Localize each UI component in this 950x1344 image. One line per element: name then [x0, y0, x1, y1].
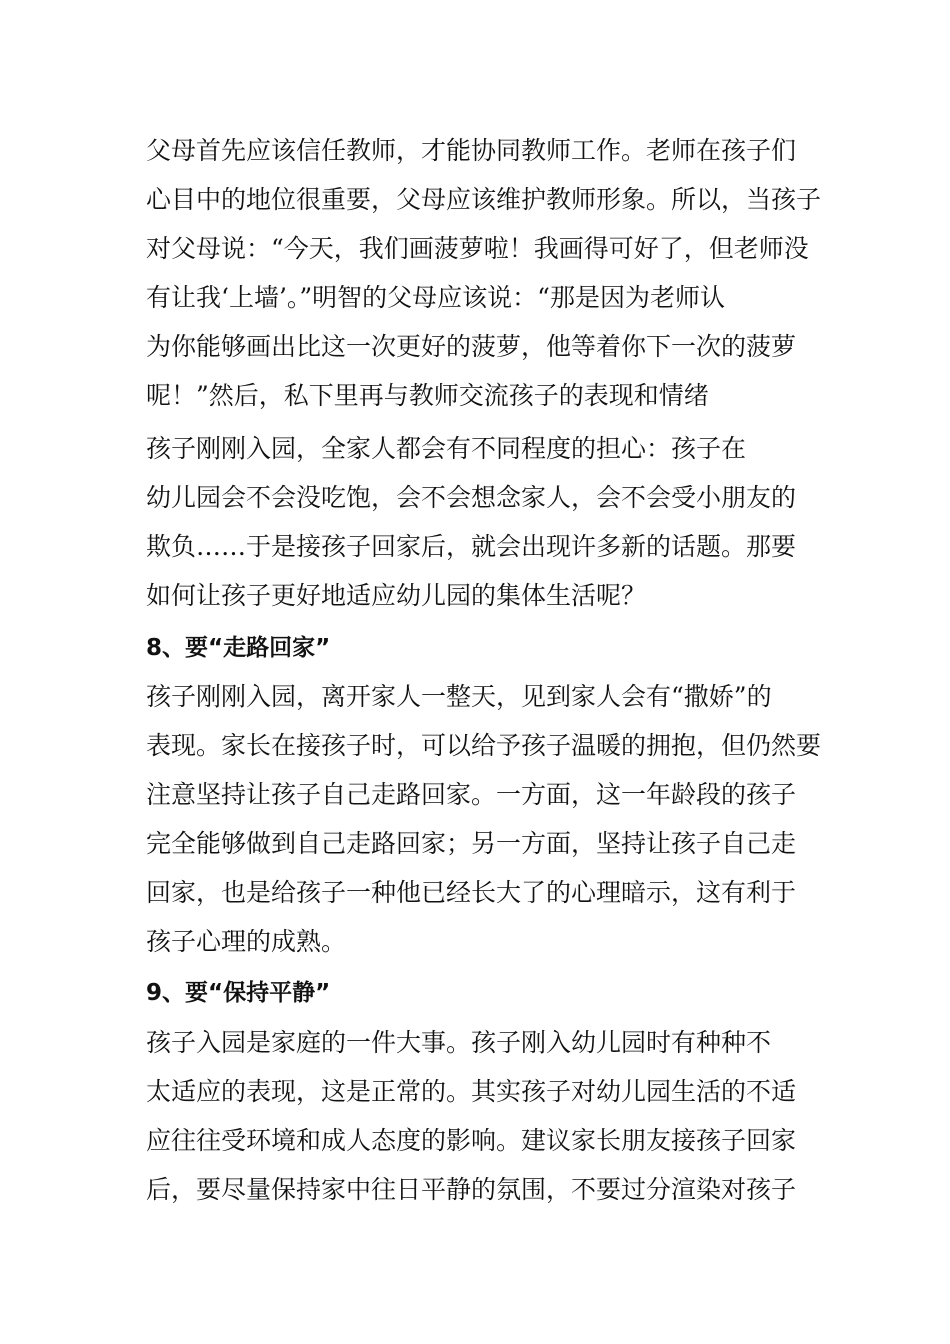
- text-line: 孩子入园是家庭的一件大事。孩子刚入幼儿园时有种种不: [146, 1028, 772, 1057]
- text-line: 呢！”然后，私下里再与教师交流孩子的表现和情绪: [146, 381, 709, 410]
- text-line: 注意坚持让孩子自己走路回家。一方面，这一年龄段的孩子: [146, 780, 797, 809]
- text-line: 心目中的地位很重要，父母应该维护教师形象。所以，当孩子: [146, 185, 822, 214]
- text-line: 表现。家长在接孩子时，可以给予孩子温暖的拥抱，但仍然要: [146, 731, 822, 760]
- text-line: 回家，也是给孩子一种他已经长大了的心理暗示，这有利于: [146, 878, 797, 907]
- text-line: 孩子心理的成熟。: [146, 927, 347, 956]
- text-line: 后，要尽量保持家中往日平静的氛围，不要过分渲染对孩子: [146, 1175, 797, 1204]
- text-line: 幼儿园会不会没吃饱，会不会想念家人，会不会受小朋友的: [146, 483, 797, 512]
- text-line: 孩子刚刚入园，离开家人一整天，见到家人会有“撒娇”的: [146, 682, 772, 711]
- text-line: 对父母说：“今天，我们画菠萝啦！我画得可好了，但老师没: [146, 234, 809, 263]
- text-line: 完全能够做到自己走路回家；另一方面，坚持让孩子自己走: [146, 829, 797, 858]
- text-line: 父母首先应该信任教师，才能协同教师工作。老师在孩子们: [146, 136, 797, 165]
- text-line: 欺负……于是接孩子回家后，就会出现许多新的话题。那要: [146, 532, 797, 561]
- text-line: 应往往受环境和成人态度的影响。建议家长朋友接孩子回家: [146, 1126, 797, 1155]
- section-heading-8: 8、要“走路回家”: [146, 635, 331, 661]
- text-line: 如何让孩子更好地适应幼儿园的集体生活呢？: [146, 581, 647, 610]
- text-line: 孩子刚刚入园，全家人都会有不同程度的担心：孩子在: [146, 434, 747, 463]
- section-heading-9: 9、要“保持平静”: [146, 980, 331, 1006]
- text-line: 为你能够画出比这一次更好的菠萝，他等着你下一次的菠萝: [146, 332, 797, 361]
- text-line: 太适应的表现，这是正常的。其实孩子对幼儿园生活的不适: [146, 1077, 797, 1106]
- text-line: 有让我‘上墙’。”明智的父母应该说：“那是因为老师认: [146, 283, 725, 312]
